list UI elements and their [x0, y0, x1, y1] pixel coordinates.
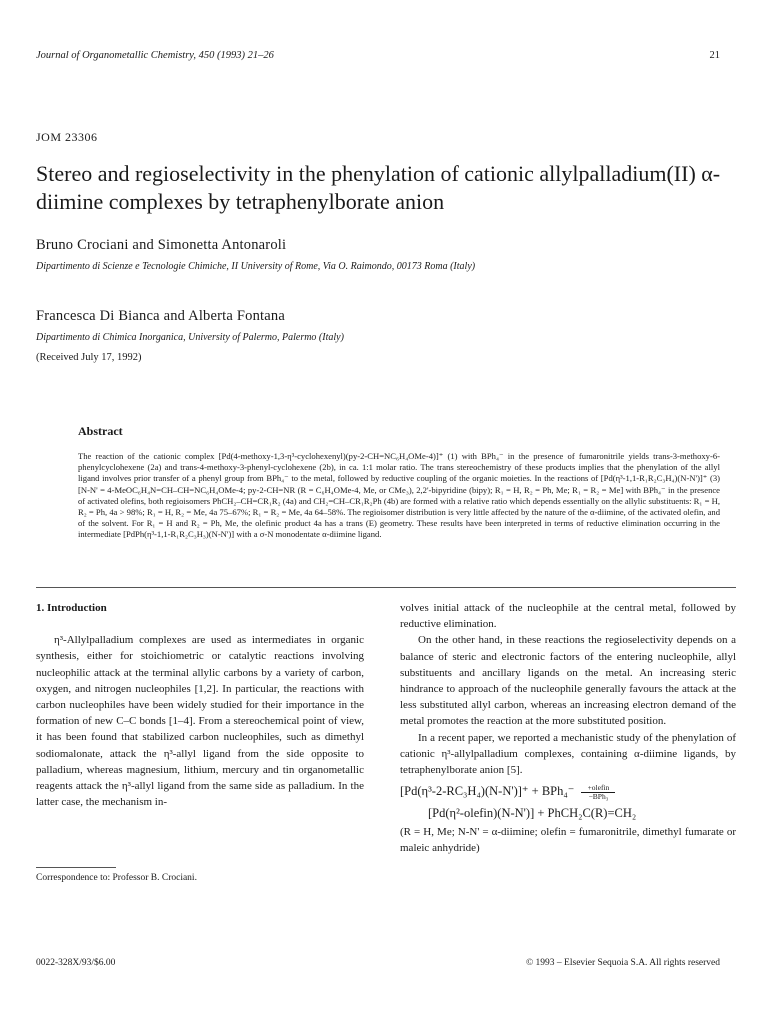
right-paragraph: volves initial attack of the nucleophile at the central metal, followed by reductive elimination. [400, 602, 736, 631]
abstract-heading: Abstract [78, 424, 123, 438]
correspondence-footnote: Correspondence to: Professor B. Crociani. [36, 873, 197, 883]
article-title: Stereo and regioselectivity in the phenylation of cationic allylpalladium(II) α-diimine complexes by tetraphenylborate anion [36, 161, 721, 214]
copyright-notice: © 1993 – Elsevier Sequoia S.A. All rights reserved [525, 958, 720, 968]
authors-group-2: Francesca Di Bianca and Alberta Fontana [36, 308, 285, 324]
footnote-divider [36, 867, 116, 868]
arrow-reagent-bottom: −BPh₃ [588, 791, 609, 801]
introduction-heading: 1. Introduction [36, 602, 107, 614]
scheme-reactants: [Pd(η³-2-RC₃H₄)(N-N')]⁺ + BPh₄⁻ [400, 784, 575, 799]
right-column [400, 600, 736, 856]
scheme-note: (R = H, Me; N-N' = α-diimine; olefin = fumaronitrile, dimethyl fumarate or maleic anhydride) [400, 826, 736, 855]
affiliation-2: Dipartimento di Chimica Inorganica, University of Palermo, Palermo (Italy) [36, 332, 344, 343]
abstract-body: The reaction of the cationic complex [Pd(4-methoxy-1,3-η³-cyclohexenyl)(py-2-CH=NC₆H₄OMe-4)]⁺ (1) with BPh₄⁻ in the presence of fumaronitrile yields trans-3-methoxy-6-phenylcyclohexene (2a) and trans-4-methoxy-3-phenyl-cyclohexene (2b), in ca. 1:1 molar ratio. The trans stereochemistry of these products implies that the phenylation of the allyl ligand involves prior transfer of a phenyl group from BPh₄⁻ to the metal, followed by reductive coupling of the organic moieties. In the reactions of [Pd(η³-1,1-R₁R₂C₃H₄)(N-N')]⁺ (3) [N-N' = 4-MeOC₆H₄N=CH–CH=NC₆H₄OMe-4; py-2-CH=NR (R = C₆H₄OMe-4, Me, or CMe₃), 2,2'-bipyridine (bipy); R₁ = H, R₂ = Ph, Me; R₁ = R₂ = Me] with BPh₄⁻ in the presence of activated olefins, both regioisomers PhCH₂–CH=CR₁R₂ (4a) and CH₂=CH–CR₁R₂Ph (4b) are formed with a relative ratio which depends essentially on the allylic substituents: R₁ = H, R₂ = Ph, 4a > 98%; R₁ = H, R₂ = Me, 4a 75–67%; R₁ = R₂ = Me, 4a 64–58%. The regioisomer distribution is very little affected by the nature of the α-diimine, of the activated olefin, and of the solvent. For R₁ = H and R₂ = Ph, Me, the olefinic product 4a has a trans (E) geometry. These results have been interpreted in terms of reductive elimination occurring in the intermediate [PdPh(η³-1,1-R₁R₂C₃H₃)(N-N')] with a σ-N monodentate α-diimine ligand. [78, 451, 720, 540]
scheme-products: [Pd(η²-olefin)(N-N')] + PhCH₂C(R)=CH₂ [428, 806, 637, 821]
section-divider [36, 587, 736, 588]
scheme-line-1 [400, 780, 736, 802]
left-paragraph: η³-Allylpalladium complexes are used as intermediates in organic synthesis, either for stoichiometric or catalytic reactions involving nucleophilic attack at the terminal allylic carbons by a variety of carbon, oxygen, and nitrogen nucleophiles [1,2]. In particular, the reactions with carbon nucleophiles have been widely studied for their importance in the formation of new C–C bonds [1–4]. From a stereochemical point of view, it has been found that stabilized carbon nucleophiles, such as dimethyl sodiomalonate, attack the η³-allyl ligand from the side opposite to palladium, whereas magnesium, lithium, mercury and tin organometallic reagents attack the η³-allyl ligand from the same side as palladium. In the latter case, the mechanism in- [36, 634, 364, 809]
right-paragraph: On the other hand, in these reactions the regioselectivity depends on a balance of steric and electronic factors of the entering nucleophile, allyl substituents and ancillary ligands on the metal. An increasing steric hindrance to approach of the nucleophile generally favours the attack at the less substituted allyl carbon, whereas an increasing electron demand of the metal promotes the reaction at the more substituted position. [400, 634, 736, 728]
page-number: 21 [709, 50, 720, 61]
left-column [36, 600, 364, 810]
arrow-reagent-top: +olefin [587, 782, 610, 792]
journal-citation: Journal of Organometallic Chemistry, 450 (1993) 21–26 [36, 50, 274, 61]
reaction-scheme [400, 780, 736, 824]
right-paragraph: In a recent paper, we reported a mechanistic study of the phenylation of cationic η³-allylpalladium complexes, containing α-diimine ligands, by tetraphenylborate anion [5]. [400, 731, 736, 777]
jom-code: JOM 23306 [36, 130, 98, 144]
affiliation-1: Dipartimento di Scienze e Tecnologie Chimiche, II University of Rome, Via O. Raimondo, 00173 Roma (Italy) [36, 261, 476, 272]
issn-code: 0022-328X/93/$6.00 [36, 958, 116, 968]
reaction-arrow [581, 784, 615, 801]
page-footer [36, 958, 720, 968]
authors-group-1: Bruno Crociani and Simonetta Antonaroli [36, 237, 287, 253]
running-head [36, 50, 720, 61]
received-date: (Received July 17, 1992) [36, 352, 142, 363]
